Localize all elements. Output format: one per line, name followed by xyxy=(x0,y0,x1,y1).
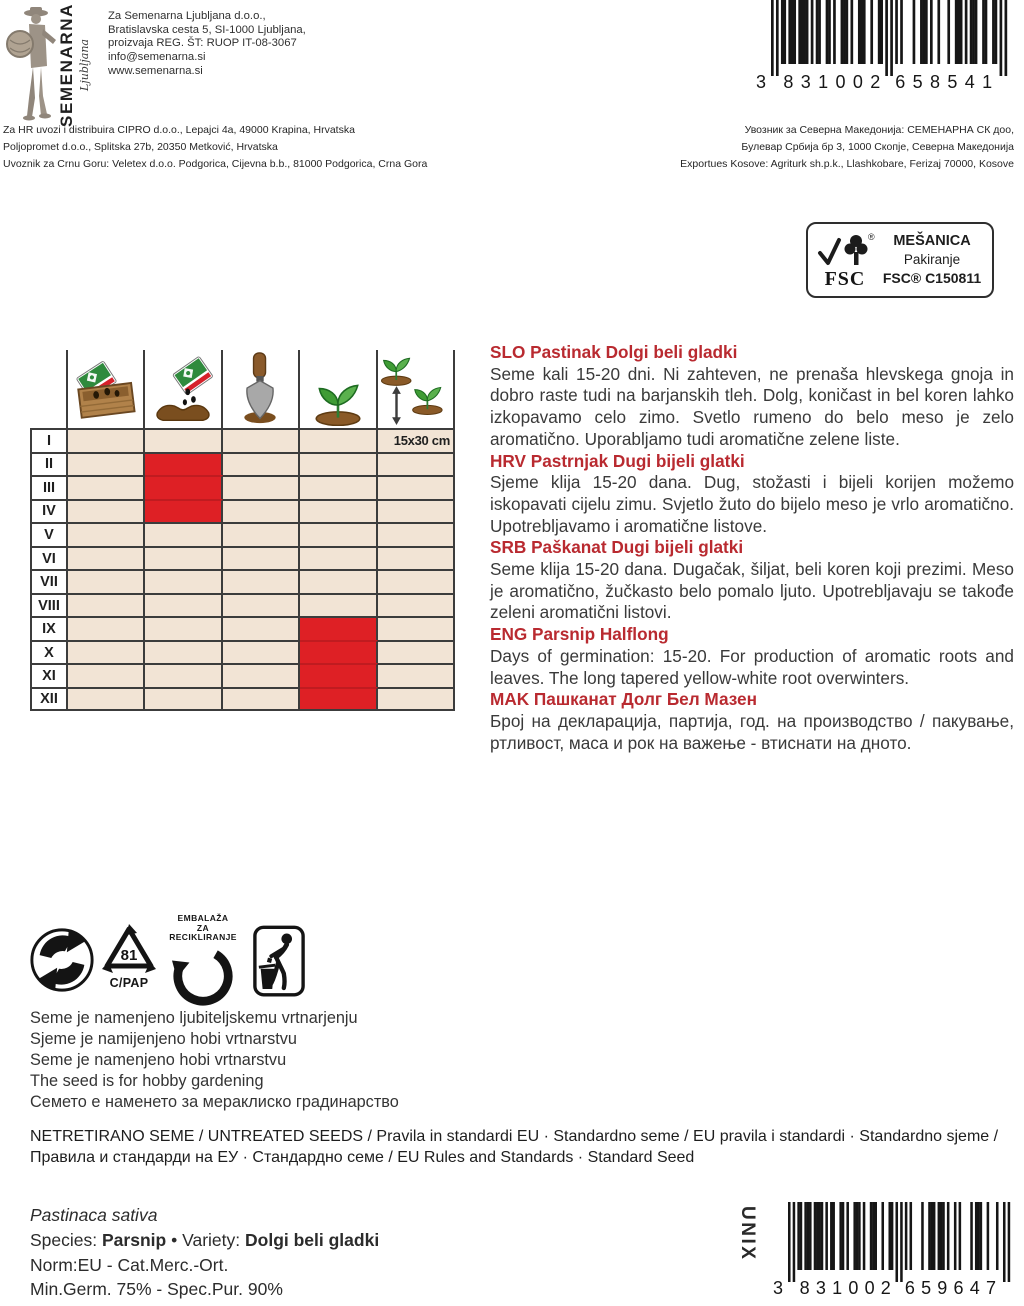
calendar-cell xyxy=(300,428,377,452)
brand-city: Ljubljana xyxy=(78,39,91,91)
fsc-label xyxy=(806,222,994,298)
calendar-cell xyxy=(223,593,300,617)
calendar-cell xyxy=(378,475,455,499)
address-line: proizvaja REG. ŠT: RUOP IT-08-3067 xyxy=(108,37,297,50)
calendar-month-label: III xyxy=(30,475,68,499)
brand-name: SEMENARNA xyxy=(57,3,76,127)
svg-text:®: ® xyxy=(868,232,875,242)
calendar-cell xyxy=(300,452,377,476)
calendar-cell xyxy=(378,663,455,687)
distributors-left xyxy=(3,122,427,172)
calendar-cell xyxy=(300,546,377,570)
calendar-cell xyxy=(300,593,377,617)
barcode-bottom xyxy=(772,1202,1014,1301)
distributor-line: Uvoznik za Crnu Goru: Veletex d.o.o. Podgorica, Cijevna b.b., 81000 Podgorica, Crna Gora xyxy=(3,157,428,170)
calendar-cell xyxy=(378,546,455,570)
calendar-month-label: IX xyxy=(30,616,68,640)
calendar-cell xyxy=(378,593,455,617)
address-line: Bratislavska cesta 5, SI-1000 Ljubljana, xyxy=(108,23,306,36)
calendar-cell xyxy=(68,663,145,687)
distributor-line: Za HR uvozi i distribuira CIPRO d.o.o., Lepajci 4a, 49000 Krapina, Hrvatska xyxy=(3,124,355,136)
calendar-cell xyxy=(145,569,222,593)
calendar-cell xyxy=(300,569,377,593)
untreated-seeds-standards: NETRETIRANO SEME / UNTREATED SEEDS / Pravila in standardi EU · Standardno seme / EU pravila i standardi · Standardno sjeme / Правила и стандарди на ЕУ · Стандардно семе / EU Rules and Standards · Standard Seed xyxy=(30,1128,999,1166)
calendar-cell xyxy=(145,546,222,570)
hobby-line: Seme je namenjeno hobi vrtnarstvu xyxy=(30,1050,287,1069)
calendar-cell xyxy=(68,569,145,593)
desc-title-eng: ENG Parsnip Halflong xyxy=(490,624,669,645)
calendar-month-label: XII xyxy=(30,687,68,711)
separator-bullet: • xyxy=(171,1229,178,1250)
cpap-recycle xyxy=(100,924,158,990)
brand-block xyxy=(57,3,91,127)
calendar-cell xyxy=(68,499,145,523)
cpap-code: C/PAP xyxy=(109,976,149,990)
calendar-month-label: V xyxy=(30,522,68,546)
svg-text:3: 3 xyxy=(773,1278,784,1296)
barcode-svg xyxy=(772,1202,1014,1296)
address-line: www.semenarna.si xyxy=(108,64,203,77)
calendar-cell xyxy=(300,499,377,523)
desc-body-hrv: Sjeme klija 15-20 dana. Dug, stožasti i bijeli korijen možemo iskopavati cijelu zimu. Svjetlo žuto do bijelo meso je vrlo aromatično. Upotrebljavamo i aromatične listove. xyxy=(490,472,1014,536)
barcode-svg xyxy=(755,0,1011,90)
species-label: Species: xyxy=(30,1229,98,1250)
calendar-cell xyxy=(378,452,455,476)
calendar-cell xyxy=(223,452,300,476)
desc-title-srb: SRB Paškanat Dugi bijeli glatki xyxy=(490,537,744,558)
calendar-cell xyxy=(223,616,300,640)
calendar-month-label: VI xyxy=(30,546,68,570)
calendar-cell xyxy=(68,428,145,452)
hobby-gardening-lines xyxy=(30,1008,399,1113)
fsc-line3: FSC® C150811 xyxy=(882,270,982,286)
transplant-trowel-icon xyxy=(223,350,300,428)
desc-title-hrv: HRV Pastrnjak Dugi bijeli glatki xyxy=(490,450,745,471)
variety-label: Variety: xyxy=(182,1229,241,1250)
desc-title-mak: MAK Пашканат Долг Бел Мазен xyxy=(490,689,757,710)
calendar-cell-sowing-outdoors xyxy=(145,452,222,476)
fsc-line1: MEŠANICA xyxy=(893,233,971,249)
calendar-cell-sowing-outdoors xyxy=(145,475,222,499)
svg-text:831002: 831002 xyxy=(799,1278,891,1296)
recycle-triangle-icon xyxy=(101,924,157,974)
calendar-grid xyxy=(30,428,455,711)
desc-body-mak: Број на декларација, партија, год. на производство / пакување, ртливост, маса и рок на важење - втиснати на дното. xyxy=(490,710,1014,753)
hobby-line: The seed is for hobby gardening xyxy=(30,1071,264,1090)
sow-direct-icon xyxy=(145,350,222,428)
calendar-month-label: VII xyxy=(30,569,68,593)
svg-text:658541: 658541 xyxy=(895,72,993,90)
calendar-cell xyxy=(223,663,300,687)
hobby-line: Семето е наменето за мераклиско градинарство xyxy=(30,1092,399,1111)
species-value: Parsnip xyxy=(102,1229,167,1250)
calendar-cell xyxy=(145,522,222,546)
calendar-cell xyxy=(378,522,455,546)
fsc-logo xyxy=(808,232,878,288)
descriptions xyxy=(490,342,1014,754)
calendar-cell xyxy=(378,616,455,640)
calendar-cell xyxy=(223,428,300,452)
svg-text:81: 81 xyxy=(120,947,138,964)
calendar-spacing-label: 15x30 cm xyxy=(393,433,450,449)
calendar-cell xyxy=(378,569,455,593)
calendar-month-label: X xyxy=(30,640,68,664)
calendar-cell xyxy=(68,452,145,476)
calendar-cell xyxy=(68,616,145,640)
address-line: info@semenarna.si xyxy=(108,51,206,64)
calendar-cell-harvest-period xyxy=(300,663,377,687)
calendar-cell xyxy=(68,687,145,711)
barcode-top xyxy=(755,0,1011,95)
address-line: Za Semenarna Ljubljana d.o.o., xyxy=(108,10,266,22)
calendar-cell xyxy=(223,546,300,570)
sowing-calendar xyxy=(30,350,455,711)
calendar-cell xyxy=(145,663,222,687)
calendar-cell-harvest-period xyxy=(300,616,377,640)
embalaza-line2: ZA RECIKLIRANJE xyxy=(169,922,237,942)
embalaza-recycle xyxy=(162,914,244,1012)
calendar-cell xyxy=(145,640,222,664)
desc-body-slo: Seme kali 15-20 dni. Ni zahteven, ne prenaša hlevskega gnoja in dobro raste tudi na barjanskih tleh. Dolg, koničast in bel koren lahko izkopavamo celo zimo. Svetlo rumeno do belo meso je zelo aromatično. Uporabljamo tudi aromatične zelene liste. xyxy=(490,363,1014,449)
calendar-cell xyxy=(68,640,145,664)
distributor-line: Exportues Kosove: Agriturk sh.p.k., Llashkobare, Ferizaj 70000, Kosove xyxy=(680,157,1014,170)
calendar-cell-sowing-outdoors xyxy=(145,499,222,523)
sower-logo xyxy=(6,4,60,122)
germination-line: Min.Germ. 75% - Spec.Pur. 90% xyxy=(30,1279,283,1300)
calendar-cell xyxy=(68,475,145,499)
species-variety-line xyxy=(30,1228,379,1253)
calendar-month-label: I xyxy=(30,428,68,452)
variety-value: Dolgi beli gladki xyxy=(245,1229,380,1250)
calendar-cell xyxy=(378,499,455,523)
distributors-right xyxy=(430,122,1014,172)
circular-arrow-icon xyxy=(172,945,234,1007)
distributor-line: Poljopromet d.o.o., Splitska 27b, 20350 Metković, Hrvatska xyxy=(3,140,278,153)
svg-text:831002: 831002 xyxy=(783,72,881,90)
calendar-cell xyxy=(145,687,222,711)
distributor-line: Увозник за Северна Македонија: СЕМЕНАРНА СК доо, xyxy=(744,124,1014,136)
fsc-line2: Pakiranje xyxy=(903,252,961,267)
calendar-header xyxy=(30,350,455,428)
calendar-cell xyxy=(68,546,145,570)
desc-body-srb: Seme klija 15-20 dana. Dugačak, šiljat, beli koren koji prezimi. Meso je aromatično, žučkasto belo pomalo ljuto. Upotrebljavaju se takođe zeleni aromatični listovi. xyxy=(490,559,1014,623)
tidy-man-icon xyxy=(252,924,306,1003)
desc-title-slo: SLO Pastinak Dolgi beli gladki xyxy=(490,342,738,362)
calendar-cell-harvest-period xyxy=(300,687,377,711)
unix-side-label: UNIX xyxy=(737,1206,758,1262)
green-dot-icon xyxy=(28,926,96,999)
calendar-cell-harvest-period xyxy=(300,640,377,664)
calendar-cell xyxy=(145,593,222,617)
hobby-line: Seme je namenjeno ljubiteljskemu vrtnarjenju xyxy=(30,1009,358,1027)
calendar-cell xyxy=(378,687,455,711)
calendar-cell xyxy=(300,475,377,499)
producer-address xyxy=(108,10,306,79)
calendar-cell xyxy=(145,428,222,452)
calendar-cell xyxy=(68,593,145,617)
hobby-line: Sjeme je namijenjeno hobi vrtnarstvu xyxy=(30,1029,297,1048)
calendar-month-label: II xyxy=(30,452,68,476)
calendar-cell xyxy=(223,522,300,546)
growing-plant-icon xyxy=(300,350,377,428)
calendar-month-label: IV xyxy=(30,499,68,523)
calendar-cell xyxy=(223,475,300,499)
svg-text:3: 3 xyxy=(756,72,767,90)
calendar-header-month-column xyxy=(30,350,68,428)
calendar-cell xyxy=(145,616,222,640)
calendar-month-label: VIII xyxy=(30,593,68,617)
sow-in-seedbox-icon xyxy=(68,350,145,428)
desc-body-eng: Days of germination: 15-20. For production of aromatic roots and leaves. The long tapered yellow-white root overwinters. xyxy=(490,645,1014,688)
product-info xyxy=(30,1203,379,1302)
fsc-tree-icon xyxy=(814,232,876,270)
calendar-month-label: XI xyxy=(30,663,68,687)
calendar-cell xyxy=(223,499,300,523)
calendar-cell xyxy=(223,687,300,711)
calendar-cell xyxy=(68,522,145,546)
plant-spacing-icon xyxy=(378,350,455,428)
calendar-cell xyxy=(223,569,300,593)
calendar-cell xyxy=(300,522,377,546)
distributor-line: Булевар Србија бр 3, 1000 Скопје, Северна Македонија xyxy=(741,140,1014,153)
calendar-cell xyxy=(223,640,300,664)
fsc-word: FSC xyxy=(824,268,866,290)
sower-illustration xyxy=(6,4,60,122)
svg-text:659647: 659647 xyxy=(904,1278,996,1296)
embalaza-line1: EMBALAŽA xyxy=(177,913,229,923)
norm-line: Norm:EU - Cat.Merc.-Ort. xyxy=(30,1254,229,1275)
latin-name: Pastinaca sativa xyxy=(30,1205,158,1225)
calendar-cell xyxy=(378,428,455,452)
calendar-cell xyxy=(378,640,455,664)
